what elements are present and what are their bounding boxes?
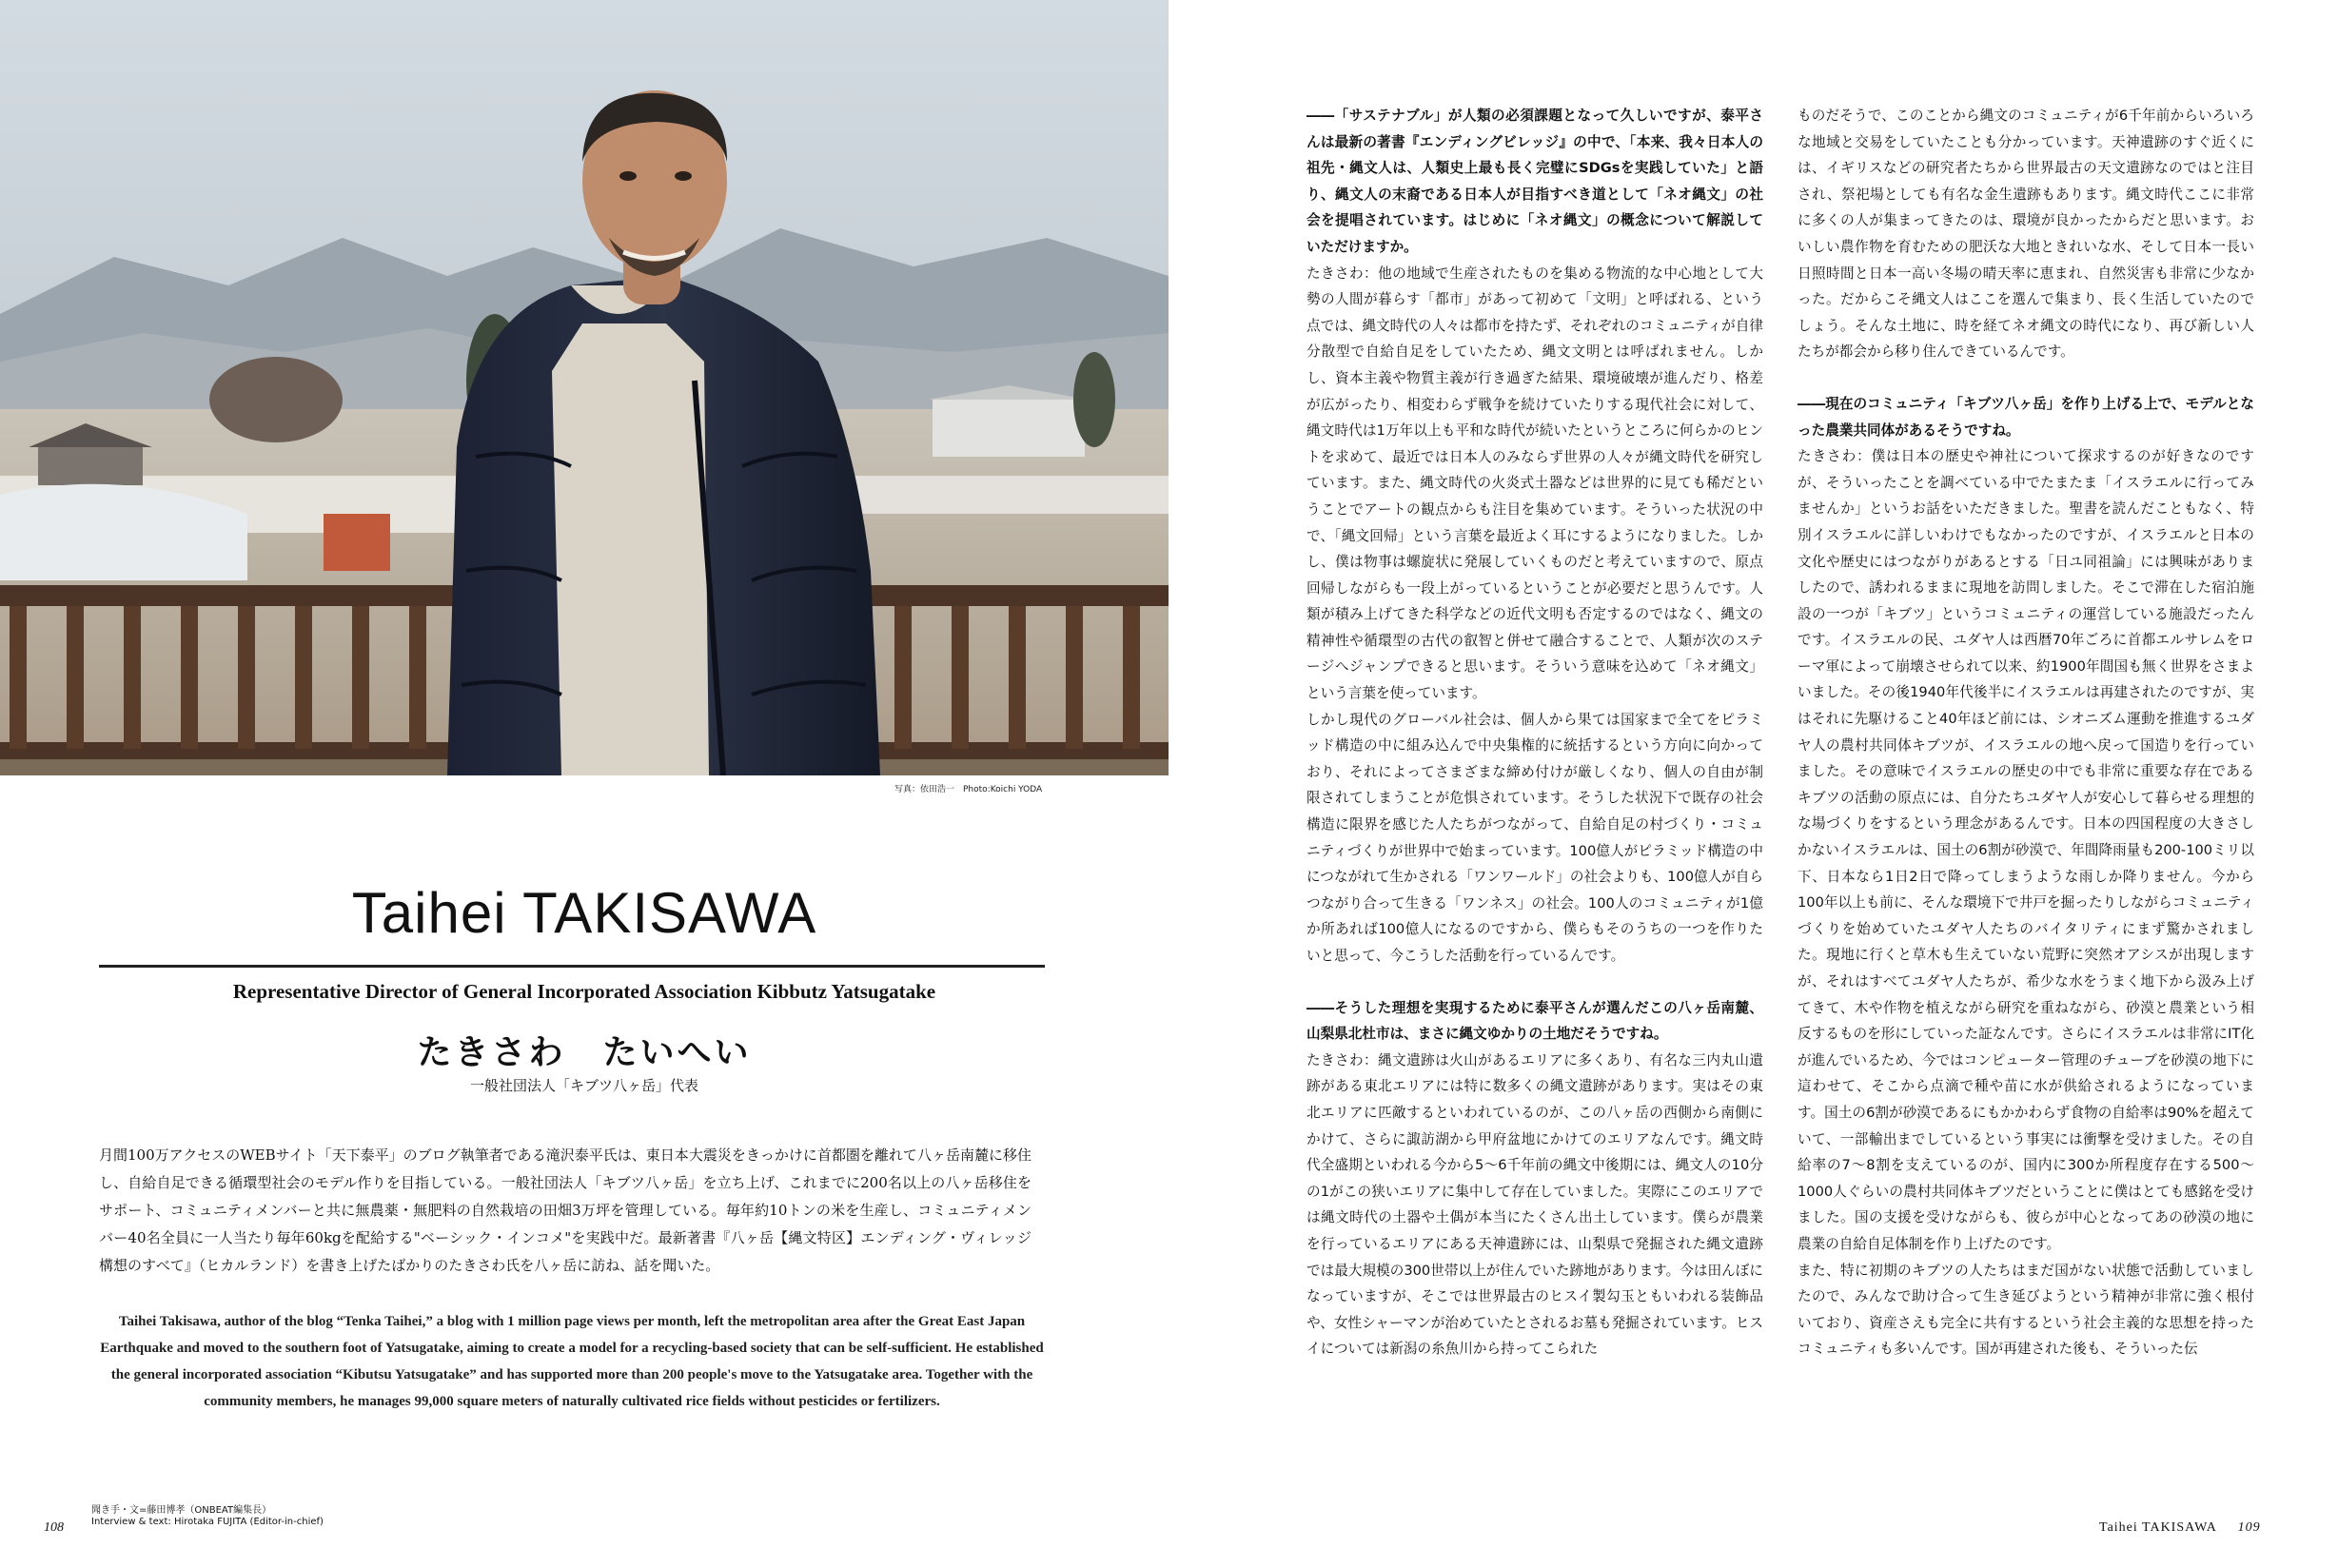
page-number-right: 109 bbox=[2237, 1520, 2261, 1535]
answer-paragraph: ものだそうで、このことから縄文のコミュニティが6千年前からいろいろな地域と交易をしていたことも分かっています。天神遺跡のすぐ近くには、イギリスなどの研究者たちから世界最古の天文遺跡なのではと注目され、祭祀場としても有名な金生遺跡もあります。縄文時代ここに非常に多くの人が集まってきたのは、環境が良かったからだと思います。おいしい農作物を育むための肥沃な大地ときれいな水、そして日本一長い日照時間と日本一高い冬場の晴天率に恵まれ、自然災害も非常に少なかった。だからこそ縄文人はここを選んで集まり、長く生活していたのでしょう。そんな土地に、時を経てネオ縄文の時代になり、再び新しい人たちが都会から移り住んできているんです。 bbox=[1798, 108, 2254, 361]
interview-credit bbox=[91, 1505, 324, 1528]
paragraph-gap bbox=[1307, 970, 1763, 995]
right-page bbox=[1169, 0, 2338, 1568]
article-column-2 bbox=[1798, 103, 2254, 1362]
running-footer-right bbox=[2099, 1520, 2261, 1536]
intro-japanese: 月間100万アクセスのWEBサイト「天下泰平」のブログ執筆者である滝沢泰平氏は、東日本大震災をきっかけに首都圏を離れて八ヶ岳南麓に移住し、自給自足できる循環型社会のモデル作りを目指している。一般社団法人「キブツ八ヶ岳」を立ち上げ、これまでに200名以上の八ヶ岳移住をサポート、コミュニティメンバーと共に無農薬・無肥料の自然栽培の田畑3万坪を管理している。毎年約10トンの米を生産し、コミュニティメンバー40名全員に一人当たり毎年60kgを配給する"ベーシック・インコメ"を実践中だ。最新著書『八ヶ岳【縄文特区】エンディング・ヴィレッジ構想のすべて』（ヒカルランド）を書き上げたばかりのたきさわ氏を八ヶ岳に訪ね、話を聞いた。 bbox=[99, 1147, 1031, 1274]
question-paragraph: ――そうした理想を実現するために泰平さんが選んだこの八ヶ岳南麓、山梨県北杜市は、まさに縄文ゆかりの土地だそうですね。 bbox=[1307, 999, 1763, 1043]
question-paragraph: ――「サステナブル」が人類の必須課題となって久しいですが、泰平さんは最新の著書『エンディングビレッジ』の中で、「本来、我々日本人の祖先・縄文人は、人類史上最も長く完璧にSDGsを実践していた」と語り、縄文人の末裔である日本人が目指すべき道として「ネオ縄文」の社会を提唱されています。はじめに「ネオ縄文」の概念について解説していただけますか。 bbox=[1307, 108, 1763, 255]
portrait-photo bbox=[0, 0, 1169, 775]
answer-paragraph: たきさわ：僕は日本の歴史や神社について探求するのが好きなのですが、そういったことを調べている中でたまたま「イスラエルに行ってみませんか」というお話をいただきました。聖書を読んだこともなく、特別イスラエルに詳しいわけでもなかったのですが、イスラエルと日本の文化や歴史にはつながりがあるとする「日ユ同祖論」には興味がありましたので、誘われるままに現地を訪問しました。そこで滞在した宿泊施設の一つが「キブツ」というコミュニティの運営している施設だったんです。イスラエルの民、ユダヤ人は西暦70年ごろに首都エルサレムをローマ軍によって崩壊させられて以来、約1900年間国も無く世界をさまよいました。その後1940年代後半にイスラエルは再建されたのですが、実はそれに先駆けること40年ほど前には、シオニズム運動を推進するユダヤ人の農村共同体キブツが、イスラエルの地へ戻って国造りを行っていました。その意味でイスラエルの歴史の中でも非常に重要な存在であるキブツの活動の原点には、自分たちユダヤ人が安心して暮らせる理想的な場づくりをするという理念があるんです。日本の四国程度の大きさしかないイスラエルは、国土の6割が砂漠で、年間降雨量も200-100ミリ以下、日本なら1日2日で降ってしまうような雨しか降りません。今から100年以上も前に、そんな環境下で井戸を掘ったりしながらコミュニティづくりを始めていたユダヤ人たちのバイタリティにまず驚かされました。現地に行くと草木も生えていない荒野に突然オアシスが出現しますが、それはすべてユダヤ人たちが、希少な水をうまく地下から汲み上げてきて、木や作物を植えながら研究を重ねながら、砂漠と農業という相反するものを形にしていった証なんです。さらにイスラエルは非常にIT化が進んでいるため、今ではコンピューター管理のチューブを砂漠の地下に這わせて、そこから点滴で種や苗に水が供給されるようになっています。国土の6割が砂漠であるにもかかわらず食物の自給率は90%を超えていて、一部輸出までしているという事実には衝撃を受けました。その自給率の7～8割を支えているのが、国内に300か所程度存在する500～1000人ぐらいの農村共同体キブツだということに僕はとても感銘を受けました。国の支援を受けながらも、彼らが中心となってあの砂漠の地に農業の自給自足体制を作り上げたのです。 bbox=[1798, 448, 2254, 1252]
answer-paragraph: しかし現代のグローバル社会は、個人から果ては国家まで全てをピラミッド構造の中に組み込んで中央集権的に統括するという方向に向かっており、それによってさまざまな締め付けが厳しくなり、個人の自由が制限されてしまうことが危惧されています。そうした状況下で既存の社会構造に限界を感じた人たちがつながって、自給自足の村づくり・コミュニティづくりが世界中で始まっています。100億人がピラミッド構造の中につながれて生かされる「ワンワールド」の社会よりも、100億人が自らつながり合って生きる「ワンネス」の社会。100人のコミュニティが1億か所あれば100億人になるのですから、僕らもそのうちの一つを作りたいと思って、今こうした活動を行っているんです。 bbox=[1307, 711, 1763, 964]
intro-english: Taihei Takisawa, author of the blog “Tenka Taihei,” a blog with 1 million page views per month, left the metropolitan area after the Great East Japan Earthquake and moved to the southern foot of Yatsugatake, aiming to create a model for a recycling-based society that can be self-sufficient. He established the general incorporated association “Kibutsu Yatsugatake” and has supported more than 200 people's move to the Yatsugatake area. Together with the community members, he manages 99,000 square meters of naturally cultivated rice fields without pesticides or fertilizers. bbox=[100, 1314, 1044, 1409]
name-japanese-heading: たきさわ たいへい bbox=[417, 1032, 752, 1072]
organization-japanese: 一般社団法人「キブツ八ヶ岳」代表 bbox=[469, 1077, 698, 1094]
answer-paragraph: たきさわ：縄文遺跡は火山があるエリアに多くあり、有名な三内丸山遺跡がある東北エリアには特に数多くの縄文遺跡があります。実はその東北エリアに匹敵するといわれているのが、この八ヶ岳の西側から南側にかけて、さらに諏訪湖から甲府盆地にかけてのエリアなんです。縄文時代全盛期といわれる今から5～6千年前の縄文中後期には、縄文人の10分の1がこの狭いエリアに集中して存在していました。実際にこのエリアでは縄文時代の土器や土偶が本当にたくさん出土しています。僕らが農業を行っているエリアにある天神遺跡には、山梨県で発掘された縄文遺跡では最大規模の300世帯以上が住んでいた跡地があります。今は田んぼになっていますが、そこでは世界最古のヒスイ製勾玉ともいわれる装飾品や、女性シャーマンが治めていたとされるお墓も発掘されています。ヒスイについては新潟の糸魚川から持ってこられた bbox=[1307, 1051, 1763, 1358]
interview-credit-en: Interview & text: Hirotaka FUJITA (Editor-in-chief) bbox=[91, 1517, 324, 1527]
title-english-subtitle: Representative Director of General Incorporated Association Kibbutz Yatsugatake bbox=[232, 980, 936, 1003]
paragraph-gap bbox=[1798, 365, 2254, 391]
portrait-photo-illustration bbox=[0, 0, 1169, 775]
title-rule bbox=[99, 965, 1045, 968]
running-footer-name: Taihei TAKISAWA bbox=[2099, 1520, 2217, 1535]
article-column-1 bbox=[1307, 103, 1763, 1362]
answer-paragraph: また、特に初期のキブツの人たちはまだ国がない状態で活動していましたので、みんなで助け合って生き延びようという精神が非常に強く根付いており、資産さえも完全に共有するという社会主義的な思想を持ったコミュニティも多いんです。国が再建された後も、そういった伝 bbox=[1798, 1262, 2254, 1358]
answer-paragraph: たきさわ：他の地域で生産されたものを集める物流的な中心地として大勢の人間が暮らす「都市」があって初めて「文明」と呼ばれる、という点では、縄文時代の人々は都市を持たず、それぞれのコミュニティが自律分散型で自給自足をしていたため、縄文文明とは呼ばれません。しかし、資本主義や物質主義が行き過ぎた結果、環境破壊が進んだり、格差が広がったり、相変わらず戦争を続けていたりする現代社会に対して、縄文時代は1万年以上も平和な時代が続いたというところに何らかのヒントを求めて、最近では日本人のみならず世界の人々が縄文時代を研究しています。また、縄文時代の火炎式土器などは世界的に見ても稀だということでアートの観点からも注目を集めています。そういった状況の中で、「縄文回帰」という言葉を最近よく耳にするようになりました。しかし、僕は物事は螺旋状に発展していくものだと考えていますので、原点回帰しながらも一段上がっているということが必要だと思うんです。人類が積み上げてきた科学などの近代文明も否定するのではなく、縄文の精神性や循環型の古代の叡智と併せて融合することで、人類が次のステージへジャンプできると思います。そういう意味を込めて「ネオ縄文」という言葉を使っています。 bbox=[1307, 265, 1763, 702]
interview-credit-jp: 聞き手・文=藤田博孝（ONBEAT編集長） bbox=[91, 1505, 272, 1516]
page-number-left: 108 bbox=[44, 1520, 64, 1535]
name-english-heading: Taihei TAKISAWA bbox=[351, 881, 817, 945]
photo-credit: 写真：依田浩一 Photo:Koichi YODA bbox=[894, 785, 1043, 794]
question-paragraph: ――現在のコミュニティ「キブツ八ヶ岳」を作り上げる上で、モデルとなった農業共同体があるそうですね。 bbox=[1798, 395, 2254, 439]
